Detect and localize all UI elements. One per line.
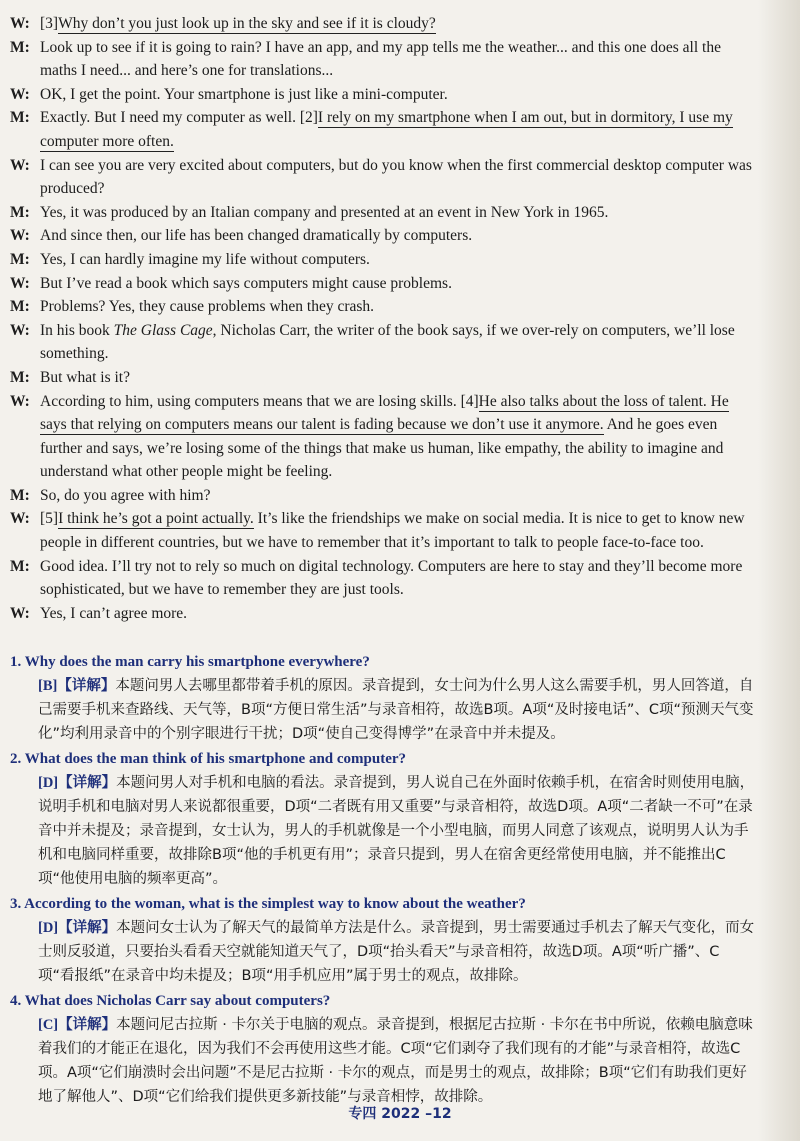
speaker-label: W: (10, 321, 30, 339)
dialogue-text (40, 201, 755, 225)
dialogue-line (10, 224, 755, 248)
dialogue-line (10, 83, 755, 107)
question-block (10, 651, 755, 746)
dialogue-text (40, 602, 755, 626)
dialogue-segment: The Glass Cage (113, 321, 213, 339)
dialogue-line (10, 106, 755, 153)
dialogue-line (10, 602, 755, 626)
speaker-label: M: (10, 109, 30, 127)
dialogue-text (40, 36, 755, 83)
dialogue-line (10, 12, 755, 36)
explanation-text: 本题问女士认为了解天气的最简单方法是什么。录音提到，男士需要通过手机去了解天气变化，而女士则反驳道，只要抬头看看天空就能知道天气了，D项“抬头看天”与录音相符，故选D项。A项“听广播”、C项“看报纸”在录音中均未提及；B项“用手机应用”属于男士的观点，故排除。 (38, 920, 755, 984)
speaker-label: W: (10, 274, 30, 292)
dialogue-text (40, 154, 755, 201)
dialogue-line (10, 319, 755, 366)
dialogue-text (40, 12, 755, 36)
dialogue-text (40, 272, 755, 296)
dialogue-segment: Exactly. But I need my computer as well. [2] (40, 109, 318, 127)
dialogue-segment: It’s like the friendships we make on social media. It is nice to get to know new people in different countries, but we have to remember that it’s important to talk to people face-to-face too. (40, 510, 745, 552)
underlined-key-sentence: Why don’t you just look up in the sky and see if it is cloudy? (58, 15, 436, 32)
dialogue-line (10, 295, 755, 319)
answer-key-tag: [B]【详解】 (38, 678, 116, 694)
dialogue-text (40, 319, 755, 366)
dialogue-line (10, 248, 755, 272)
dialogue-segment: [5] (40, 510, 59, 528)
dialogue-segment: Yes, I can hardly imagine my life without computers. (40, 250, 370, 268)
answer-key-tag: [C]【详解】 (38, 1017, 117, 1033)
dialogue-text (40, 507, 755, 554)
dialogue-text (40, 555, 755, 602)
dialogue-line (10, 507, 755, 554)
speaker-label: W: (10, 156, 30, 174)
dialogue-segment: , Nicholas Carr, the writer of the book says, if we over-rely on computers, we’ll lose something. (40, 321, 735, 363)
answer-explanation (38, 1013, 755, 1109)
speaker-label: W: (10, 510, 30, 528)
dialogue-transcript (10, 12, 755, 625)
dialogue-segment: But I’ve read a book which says computers might cause problems. (40, 274, 452, 292)
underlined-key-sentence: I think he’s got a point actually. (58, 510, 254, 528)
dialogue-text (40, 83, 755, 107)
dialogue-segment: Good idea. I’ll try not to rely so much on digital technology. Computers are here to stay and they’ll become more sophisticated, but we have to remember they are just tools. (40, 557, 743, 599)
speaker-label: M: (10, 368, 30, 386)
speaker-label: W: (10, 85, 30, 103)
underlined-key-sentence: I rely on my smartphone when I am out, but in dormitory, I use my computer more often. (40, 109, 733, 150)
speaker-label: W: (10, 227, 30, 245)
dialogue-segment: But what is it? (40, 368, 130, 386)
question-heading: 4. What does Nicholas Carr say about computers? (10, 993, 331, 1009)
dialogue-segment: And since then, our life has been changed dramatically by computers. (40, 227, 473, 245)
dialogue-segment: Yes, I can’t agree more. (40, 604, 188, 622)
dialogue-text (40, 106, 755, 153)
dialogue-line (10, 484, 755, 508)
speaker-label: M: (10, 203, 30, 221)
speaker-label: M: (10, 250, 30, 268)
dialogue-text (40, 366, 755, 390)
answer-explanation (38, 771, 755, 891)
dialogue-line (10, 154, 755, 201)
speaker-label: M: (10, 486, 30, 504)
dialogue-text (40, 224, 755, 248)
question-heading: 2. What does the man think of his smartphone and computer? (10, 751, 407, 767)
dialogue-segment: I can see you are very excited about computers, but do you know when the first commercial desktop computer was produced? (40, 156, 752, 198)
dialogue-segment: Yes, it was produced by an Italian company and presented at an event in New York in 1965. (40, 203, 609, 221)
explanation-text: 本题问男人对手机和电脑的看法。录音提到，男人说自己在外面时依赖手机，在宿舍时则使用电脑，说明手机和电脑对男人来说都很重要，D项“二者既有用又重要”与录音相符，故选D项。A项“二者缺一不可”在录音中并未提及；录音提到，女士认为，男人的手机就像是一个小型电脑，而男人同意了该观点，说明男人认为手机和电脑同样重要，故排除B项“他的手机更有用”；录音只提到，男人在宿舍更经常使用电脑，并不能推出C项“他使用电脑的频率更高”。 (38, 775, 755, 887)
dialogue-line (10, 390, 755, 484)
dialogue-segment: OK, I get the point. Your smartphone is just like a mini-computer. (40, 85, 448, 103)
answer-explanation (38, 674, 755, 746)
question-heading: 3. According to the woman, what is the simplest way to know about the weather? (10, 896, 526, 912)
answer-explanation (38, 916, 755, 988)
dialogue-segment: So, do you agree with him? (40, 486, 211, 504)
answer-key-tag: [D]【详解】 (38, 775, 117, 791)
explanation-text: 本题问男人去哪里都带着手机的原因。录音提到，女士问为什么男人这么需要手机，男人回答道，自己需要手机来查路线、天气等，B项“方便日常生活”与录音相符，故选B项。A项“及时接电话”、C项“预测天气变化”均利用录音中的个别字眼进行干扰；D项“使自己变得博学”在录音中并未提及。 (38, 678, 754, 742)
dialogue-text (40, 390, 755, 484)
dialogue-segment: Look up to see if it is going to rain? I have an app, and my app tells me the weather... and this one does all the maths I need... and here’s one for translations... (40, 38, 721, 80)
dialogue-line (10, 272, 755, 296)
page-edge-shadow (758, 0, 800, 1141)
dialogue-line (10, 366, 755, 390)
speaker-label: M: (10, 38, 30, 56)
speaker-label: W: (10, 604, 30, 622)
dialogue-line (10, 555, 755, 602)
dialogue-segment: And he goes even further and says, we’re losing some of the things that make us human, like empathy, the ability to imagine and understand what other people might be feeling. (40, 416, 724, 481)
dialogue-segment: [3] (40, 15, 59, 32)
question-block (10, 893, 755, 988)
question-heading: 1. Why does the man carry his smartphone everywhere? (10, 654, 370, 670)
question-block (10, 990, 755, 1109)
explanation-text: 本题问尼古拉斯 · 卡尔关于电脑的观点。录音提到，根据尼古拉斯 · 卡尔在书中所说，依赖电脑意味着我们的才能正在退化，因为我们不会再使用这些才能。C项“它们剥夺了我们现有的才能”与录音相符，故选C项。A项“它们崩溃时会出问题”不是尼古拉斯 · 卡尔的观点，而是男士的观点，故排除；B项“它们有助我们更好地了解他人”、D项“它们给我们提供更多新技能”与录音相悖，故排除。 (38, 1017, 753, 1105)
speaker-label: W: (10, 15, 30, 32)
dialogue-text (40, 484, 755, 508)
answer-key-tag: [D]【详解】 (38, 920, 117, 936)
dialogue-line (10, 201, 755, 225)
dialogue-line (10, 36, 755, 83)
speaker-label: M: (10, 557, 30, 575)
page-footer: 专四 2022 –12 (348, 1106, 452, 1122)
speaker-label: M: (10, 298, 30, 316)
dialogue-segment: According to him, using computers means that we are losing skills. [4] (40, 392, 479, 410)
dialogue-segment: Problems? Yes, they cause problems when they crash. (40, 298, 375, 316)
dialogue-text (40, 295, 755, 319)
question-explanations (10, 651, 755, 1111)
dialogue-text (40, 248, 755, 272)
underlined-key-sentence: He also talks about the loss of talent. He says that relying on computers means our talent is fading because we don’t use it anymore. (40, 392, 729, 434)
question-block (10, 748, 755, 891)
speaker-label: W: (10, 392, 30, 410)
dialogue-segment: In his book (40, 321, 114, 339)
